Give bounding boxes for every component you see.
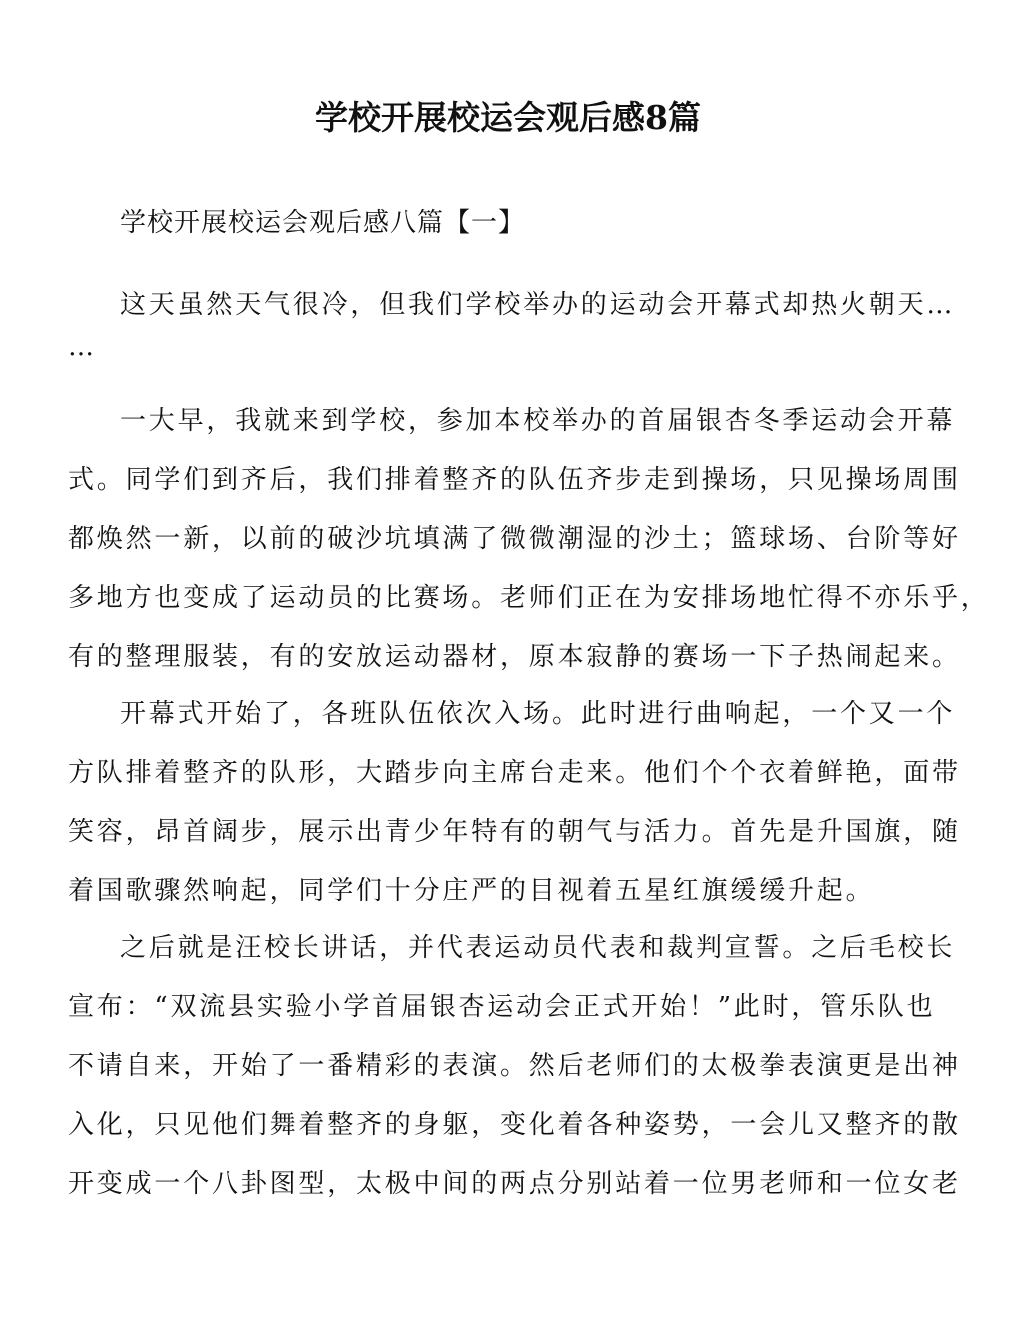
paragraph-line: 有的整理服装，有的安放运动器材，原本寂静的赛场一下子热闹起来。 [68, 642, 961, 672]
paragraph-line: 一大早，我就来到学校，参加本校举办的首届银杏冬季运动会开幕 [120, 406, 956, 436]
paragraph-line: 不请自来，开始了一番精彩的表演。然后老师们的太极拳表演更是出神 [68, 1051, 961, 1081]
document-title: 学校开展校运会观后感8篇 [315, 98, 701, 137]
paragraph-line: 之后就是汪校长讲话，并代表运动员代表和裁判宣誓。之后毛校长 [120, 933, 956, 963]
paragraph-line: 笑容，昂首阔步，展示出青少年特有的朝气与活力。首先是升国旗，随 [68, 817, 961, 847]
paragraph-line: 式。同学们到齐后，我们排着整齐的队伍齐步走到操场，只见操场周围 [68, 465, 961, 495]
paragraph-line: 这天虽然天气很冷，但我们学校举办的运动会开幕式却热火朝天… [120, 290, 956, 320]
paragraph-line: 都焕然一新，以前的破沙坑填满了微微潮湿的沙土；篮球场、台阶等好 [68, 524, 961, 554]
paragraph-line: 开变成一个八卦图型，太极中间的两点分别站着一位男老师和一位女老 [68, 1169, 961, 1199]
paragraph-3 [68, 685, 961, 921]
paragraph-1 [68, 276, 956, 377]
paragraph-line: … [68, 332, 97, 362]
paragraph-line: 着国歌骤然响起，同学们十分庄严的目视着五星红旗缓缓升起。 [68, 876, 875, 906]
paragraph-line: 开幕式开始了，各班队伍依次入场。此时进行曲响起，一个又一个 [120, 699, 956, 729]
paragraph-line: 入化，只见他们舞着整齐的身躯，变化着各种姿势，一会儿又整齐的散 [68, 1110, 961, 1140]
paragraph-line: 宣布：“双流县实验小学首届银杏运动会正式开始！”此时，管乐队也 [68, 992, 936, 1022]
paragraph-2 [68, 392, 990, 687]
paragraph-line: 方队排着整齐的队形，大踏步向主席台走来。他们个个衣着鲜艳，面带 [68, 758, 961, 788]
section-heading: 学校开展校运会观后感八篇【一】 [120, 208, 526, 238]
paragraph-4 [68, 919, 961, 1214]
paragraph-line: 多地方也变成了运动员的比赛场。老师们正在为安排场地忙得不亦乐乎， [68, 583, 990, 613]
